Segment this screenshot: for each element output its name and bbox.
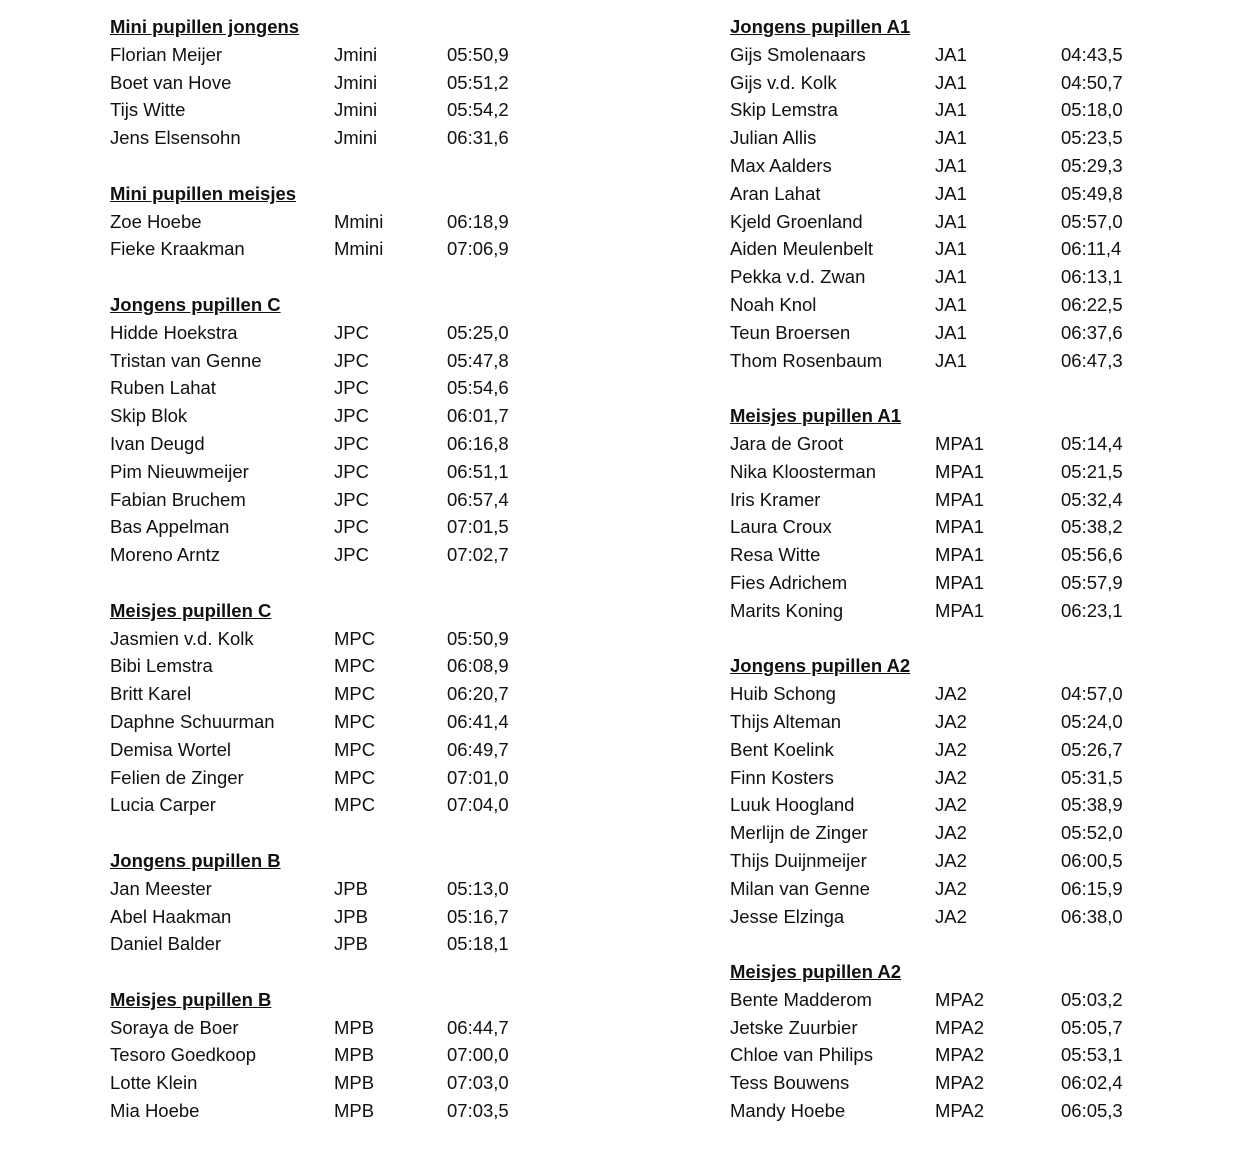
athlete-name: Zoe Hoebe (110, 210, 202, 232)
section-title: Mini pupillen meisjes (110, 182, 297, 204)
result-time: 05:52,0 (1061, 822, 1123, 844)
category-code: JPB (334, 905, 368, 927)
result-time: 07:02,7 (447, 544, 509, 566)
result-row (110, 513, 630, 541)
result-time: 06:00,5 (1061, 849, 1123, 871)
category-code: MPA1 (935, 544, 985, 566)
result-time: 05:13,0 (447, 877, 509, 899)
result-time: 06:01,7 (447, 405, 509, 427)
result-row (110, 791, 630, 819)
result-row (110, 208, 630, 236)
category-code: MPA1 (935, 571, 985, 593)
result-time: 07:03,0 (447, 1072, 509, 1094)
athlete-name: Aran Lahat (730, 182, 821, 204)
result-time: 04:57,0 (1061, 683, 1123, 705)
athlete-name: Tess Bouwens (730, 1072, 850, 1094)
result-time: 06:11,4 (1061, 238, 1122, 260)
result-time: 04:50,7 (1061, 71, 1123, 93)
category-code: MPA2 (935, 1016, 985, 1038)
category-code: MPB (334, 1016, 375, 1038)
results-section (110, 13, 630, 152)
result-row (730, 680, 1210, 708)
category-code: Jmini (334, 71, 378, 93)
result-time: 05:21,5 (1061, 460, 1123, 482)
category-code: JPC (334, 432, 369, 454)
result-row (110, 1041, 630, 1069)
result-time: 05:50,9 (447, 43, 509, 65)
athlete-name: Gijs Smolenaars (730, 43, 866, 65)
result-row (730, 486, 1210, 514)
athlete-name: Pim Nieuwmeijer (110, 460, 249, 482)
category-code: MPC (334, 710, 376, 732)
result-time: 06:23,1 (1061, 599, 1123, 621)
athlete-name: Julian Allis (730, 127, 817, 149)
result-row (730, 736, 1210, 764)
category-code: JA1 (935, 154, 967, 176)
athlete-name: Felien de Zinger (110, 766, 244, 788)
result-time: 06:51,1 (447, 460, 509, 482)
athlete-name: Thijs Duijnmeijer (730, 849, 867, 871)
result-time: 06:05,3 (1061, 1100, 1123, 1122)
category-code: MPA1 (935, 432, 985, 454)
result-row (110, 486, 630, 514)
result-row (110, 930, 630, 958)
category-code: JA2 (935, 794, 967, 816)
result-time: 06:13,1 (1061, 266, 1123, 288)
results-section (110, 986, 630, 1125)
result-row (730, 764, 1210, 792)
result-row (110, 235, 630, 263)
athlete-name: Thijs Alteman (730, 710, 842, 732)
result-row (730, 875, 1210, 903)
result-time: 07:01,5 (447, 516, 509, 538)
result-time: 05:18,1 (447, 933, 509, 955)
athlete-name: Noah Knol (730, 293, 817, 315)
category-code: JA1 (935, 293, 967, 315)
result-row (110, 541, 630, 569)
result-time: 05:49,8 (1061, 182, 1123, 204)
result-time: 06:08,9 (447, 655, 509, 677)
athlete-name: Soraya de Boer (110, 1016, 239, 1038)
results-section (110, 847, 630, 958)
results-section (730, 13, 1210, 374)
athlete-name: Britt Karel (110, 683, 192, 705)
result-row (110, 41, 630, 69)
athlete-name: Thom Rosenbaum (730, 349, 883, 371)
result-row (730, 319, 1210, 347)
result-time: 05:03,2 (1061, 988, 1123, 1010)
result-time: 06:49,7 (447, 738, 509, 760)
result-row (110, 625, 630, 653)
category-code: JPC (334, 488, 369, 510)
result-time: 05:24,0 (1061, 710, 1123, 732)
result-time: 06:38,0 (1061, 905, 1123, 927)
athlete-name: Fies Adrichem (730, 571, 848, 593)
category-code: JPC (334, 544, 369, 566)
category-code: MPB (334, 1044, 375, 1066)
result-row (110, 1097, 630, 1125)
section-title: Meisjes pupillen C (110, 599, 272, 621)
category-code: MPB (334, 1100, 375, 1122)
result-row (110, 430, 630, 458)
result-row (730, 152, 1210, 180)
athlete-name: Chloe van Philips (730, 1044, 873, 1066)
category-code: JA1 (935, 99, 967, 121)
result-row (730, 791, 1210, 819)
result-row (730, 347, 1210, 375)
result-time: 05:57,0 (1061, 210, 1123, 232)
athlete-name: Daniel Balder (110, 933, 222, 955)
category-code: JA2 (935, 877, 967, 899)
result-time: 05:51,2 (447, 71, 509, 93)
result-time: 06:47,3 (1061, 349, 1123, 371)
athlete-name: Tesoro Goedkoop (110, 1044, 257, 1066)
category-code: MPA2 (935, 1100, 985, 1122)
results-section (730, 402, 1210, 624)
result-row (730, 541, 1210, 569)
result-time: 05:32,4 (1061, 488, 1123, 510)
athlete-name: Max Aalders (730, 154, 832, 176)
result-row (110, 96, 630, 124)
athlete-name: Jens Elsensohn (110, 127, 241, 149)
results-section (730, 652, 1210, 930)
result-row (730, 986, 1210, 1014)
result-row (110, 374, 630, 402)
athlete-name: Iris Kramer (730, 488, 821, 510)
athlete-name: Gijs v.d. Kolk (730, 71, 837, 93)
athlete-name: Bibi Lemstra (110, 655, 213, 677)
section-title: Jongens pupillen B (110, 849, 281, 871)
category-code: JA1 (935, 321, 967, 343)
athlete-name: Skip Lemstra (730, 99, 838, 121)
section-title: Jongens pupillen A1 (730, 16, 911, 37)
athlete-name: Lucia Carper (110, 794, 216, 816)
result-time: 07:06,9 (447, 238, 509, 260)
athlete-name: Teun Broersen (730, 321, 851, 343)
result-time: 05:16,7 (447, 905, 509, 927)
result-row (730, 263, 1210, 291)
result-time: 05:57,9 (1061, 571, 1123, 593)
result-time: 06:02,4 (1061, 1072, 1123, 1094)
athlete-name: Moreno Arntz (110, 544, 221, 566)
result-row (110, 875, 630, 903)
result-row (110, 124, 630, 152)
results-section (110, 597, 630, 819)
category-code: JA1 (935, 238, 967, 260)
category-code: MPA2 (935, 1044, 985, 1066)
athlete-name: Pekka v.d. Zwan (730, 266, 866, 288)
category-code: JA2 (935, 710, 967, 732)
athlete-name: Laura Croux (730, 516, 832, 538)
result-row (730, 430, 1210, 458)
result-time: 07:01,0 (447, 766, 509, 788)
category-code: MPA1 (935, 460, 985, 482)
athlete-name: Bente Madderom (730, 988, 872, 1010)
athlete-name: Skip Blok (110, 405, 188, 427)
result-row (730, 1014, 1210, 1042)
athlete-name: Demisa Wortel (110, 738, 231, 760)
athlete-name: Daphne Schuurman (110, 710, 275, 732)
athlete-name: Bent Koelink (730, 738, 834, 760)
category-code: MPC (334, 655, 376, 677)
section-title: Jongens pupillen C (110, 293, 281, 315)
result-time: 06:15,9 (1061, 877, 1123, 899)
result-row (110, 764, 630, 792)
result-row (110, 1069, 630, 1097)
result-time: 05:54,6 (447, 377, 509, 399)
result-time: 04:43,5 (1061, 43, 1123, 65)
result-row (110, 652, 630, 680)
left-results-column (110, 13, 630, 1153)
result-row (110, 69, 630, 97)
result-row (110, 736, 630, 764)
result-row (730, 708, 1210, 736)
section-title: Meisjes pupillen B (110, 988, 272, 1010)
category-code: MPC (334, 627, 376, 649)
athlete-name: Hidde Hoekstra (110, 321, 238, 343)
result-time: 07:03,5 (447, 1100, 509, 1122)
category-code: Mmini (334, 238, 384, 260)
category-code: MPC (334, 794, 376, 816)
result-time: 06:31,6 (447, 127, 509, 149)
result-time: 05:38,2 (1061, 516, 1123, 538)
category-code: JPC (334, 460, 369, 482)
result-row (730, 69, 1210, 97)
section-title: Jongens pupillen A2 (730, 655, 911, 677)
athlete-name: Abel Haakman (110, 905, 232, 927)
result-row (730, 180, 1210, 208)
result-time: 06:44,7 (447, 1016, 509, 1038)
category-code: JA1 (935, 71, 967, 93)
athlete-name: Florian Meijer (110, 43, 223, 65)
athlete-name: Nika Kloosterman (730, 460, 877, 482)
category-code: MPC (334, 683, 376, 705)
right-results-column (730, 13, 1210, 1153)
result-time: 05:14,4 (1061, 432, 1123, 454)
category-code: JPC (334, 516, 369, 538)
athlete-name: Marits Koning (730, 599, 844, 621)
result-row (730, 513, 1210, 541)
athlete-name: Huib Schong (730, 683, 836, 705)
category-code: MPA2 (935, 1072, 985, 1094)
athlete-name: Mandy Hoebe (730, 1100, 846, 1122)
athlete-name: Milan van Genne (730, 877, 870, 899)
category-code: MPC (334, 738, 376, 760)
result-time: 05:23,5 (1061, 127, 1123, 149)
category-code: JPC (334, 349, 369, 371)
result-time: 07:00,0 (447, 1044, 509, 1066)
category-code: JA1 (935, 349, 967, 371)
athlete-name: Ruben Lahat (110, 377, 216, 399)
athlete-name: Resa Witte (730, 544, 821, 566)
result-time: 06:16,8 (447, 432, 509, 454)
athlete-name: Lotte Klein (110, 1072, 198, 1094)
result-row (110, 1014, 630, 1042)
result-time: 05:56,6 (1061, 544, 1123, 566)
result-time: 06:57,4 (447, 488, 509, 510)
result-time: 06:22,5 (1061, 293, 1123, 315)
category-code: JA1 (935, 210, 967, 232)
category-code: MPA1 (935, 488, 985, 510)
category-code: MPC (334, 766, 376, 788)
category-code: JA2 (935, 766, 967, 788)
category-code: Jmini (334, 127, 378, 149)
result-row (730, 819, 1210, 847)
category-code: JPC (334, 405, 369, 427)
category-code: JA1 (935, 127, 967, 149)
athlete-name: Fabian Bruchem (110, 488, 246, 510)
result-row (730, 291, 1210, 319)
category-code: Jmini (334, 43, 378, 65)
athlete-name: Aiden Meulenbelt (730, 238, 873, 260)
results-section (730, 958, 1210, 1125)
result-row (730, 903, 1210, 931)
result-row (730, 235, 1210, 263)
category-code: JA1 (935, 43, 967, 65)
athlete-name: Tijs Witte (110, 99, 186, 121)
results-section (110, 180, 630, 263)
result-time: 06:37,6 (1061, 321, 1123, 343)
result-row (730, 458, 1210, 486)
category-code: MPB (334, 1072, 375, 1094)
result-time: 07:04,0 (447, 794, 509, 816)
result-time: 05:25,0 (447, 321, 509, 343)
athlete-name: Ivan Deugd (110, 432, 205, 454)
result-time: 05:31,5 (1061, 766, 1123, 788)
category-code: JA2 (935, 738, 967, 760)
result-time: 05:38,9 (1061, 794, 1123, 816)
result-time: 05:54,2 (447, 99, 509, 121)
result-row (730, 569, 1210, 597)
result-time: 05:50,9 (447, 627, 509, 649)
result-row (110, 903, 630, 931)
athlete-name: Jan Meester (110, 877, 212, 899)
athlete-name: Jetske Zuurbier (730, 1016, 858, 1038)
category-code: JPB (334, 933, 368, 955)
section-title: Mini pupillen jongens (110, 16, 300, 37)
athlete-name: Finn Kosters (730, 766, 834, 788)
result-row (110, 347, 630, 375)
category-code: MPA2 (935, 988, 985, 1010)
category-code: JA2 (935, 905, 967, 927)
result-time: 05:18,0 (1061, 99, 1123, 121)
athlete-name: Mia Hoebe (110, 1100, 200, 1122)
athlete-name: Kjeld Groenland (730, 210, 863, 232)
category-code: MPA1 (935, 599, 985, 621)
athlete-name: Boet van Hove (110, 71, 232, 93)
result-time: 05:29,3 (1061, 154, 1123, 176)
result-row (730, 847, 1210, 875)
result-row (110, 680, 630, 708)
result-row (110, 458, 630, 486)
result-row (730, 124, 1210, 152)
result-row (110, 402, 630, 430)
section-title: Meisjes pupillen A2 (730, 961, 901, 983)
result-time: 05:53,1 (1061, 1044, 1123, 1066)
result-time: 06:20,7 (447, 683, 509, 705)
athlete-name: Jasmien v.d. Kolk (110, 627, 254, 649)
category-code: JA1 (935, 266, 967, 288)
category-code: JA1 (935, 182, 967, 204)
category-code: Mmini (334, 210, 384, 232)
result-time: 05:05,7 (1061, 1016, 1123, 1038)
result-time: 06:18,9 (447, 210, 509, 232)
result-row (730, 1041, 1210, 1069)
result-row (730, 1097, 1210, 1125)
result-row (730, 597, 1210, 625)
result-time: 05:47,8 (447, 349, 509, 371)
result-row (730, 1069, 1210, 1097)
category-code: MPA1 (935, 516, 985, 538)
category-code: JA2 (935, 822, 967, 844)
athlete-name: Merlijn de Zinger (730, 822, 868, 844)
athlete-name: Bas Appelman (110, 516, 230, 538)
category-code: JPC (334, 377, 369, 399)
athlete-name: Tristan van Genne (110, 349, 262, 371)
result-row (730, 208, 1210, 236)
athlete-name: Luuk Hoogland (730, 794, 855, 816)
results-section (110, 291, 630, 569)
category-code: Jmini (334, 99, 378, 121)
result-row (730, 41, 1210, 69)
athlete-name: Fieke Kraakman (110, 238, 245, 260)
section-title: Meisjes pupillen A1 (730, 405, 901, 427)
category-code: JA2 (935, 849, 967, 871)
result-time: 06:41,4 (447, 710, 509, 732)
result-row (730, 96, 1210, 124)
result-row (110, 708, 630, 736)
athlete-name: Jesse Elzinga (730, 905, 845, 927)
category-code: JA2 (935, 683, 967, 705)
result-time: 05:26,7 (1061, 738, 1123, 760)
result-row (110, 319, 630, 347)
category-code: JPC (334, 321, 369, 343)
athlete-name: Jara de Groot (730, 432, 844, 454)
category-code: JPB (334, 877, 368, 899)
